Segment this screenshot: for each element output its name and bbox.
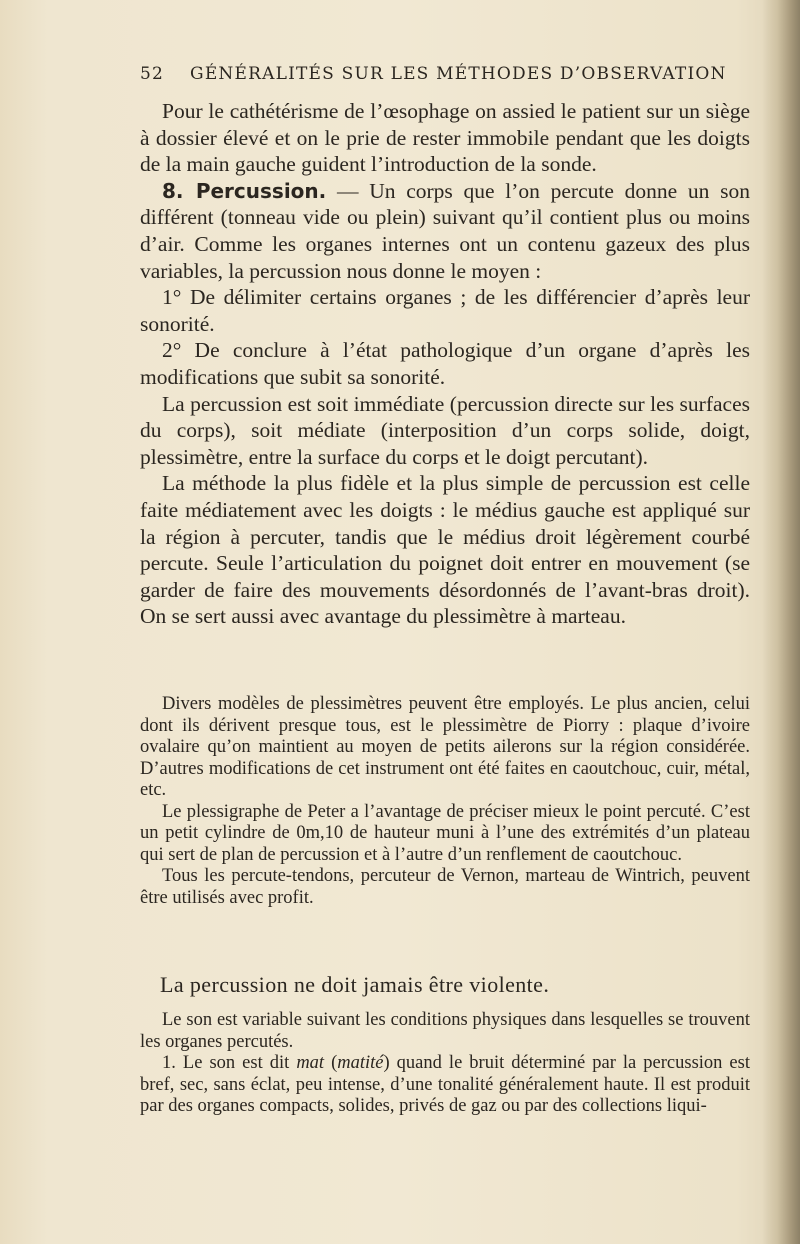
- paragraph: 2° De conclure à l’état pathologique d’un organe d’après les modifications que subit sa sonorité.: [140, 338, 750, 389]
- text: 1. Le son est dit: [162, 1053, 297, 1073]
- section-heading: 8. Percussion.: [162, 178, 327, 203]
- paragraph: La percussion est soit immédiate (percussion directe sur les surfaces du corps), soit médiate (interposition d’un corps solide, doigt, plessimètre, entre la surface du corps et le doigt percutant).: [140, 391, 750, 469]
- paragraph: La méthode la plus fidèle et la plus simple de percussion est celle faite médiatement avec les doigts : le médius gauche est appliqué sur la région à percuter, tandis que le médius droit légèrement courbé percute. Seule l’articulation du poignet doit entrer en mouvement (se garder de faire des mouvements désordonnés de l’avant-bras droit). On se sert aussi avec avantage du plessimètre à marteau.: [140, 471, 750, 629]
- running-title: GÉNÉRALITÉS SUR LES MÉTHODES D’OBSERVATION: [190, 64, 727, 84]
- italic-term: matité: [337, 1053, 384, 1073]
- main-text: [140, 98, 750, 630]
- text: (: [324, 1053, 338, 1073]
- paragraph: Le plessigraphe de Peter a l’avantage de préciser mieux le point percuté. C’est un petit cylindre de 0m,10 de hauteur muni à l’une des extrémités d’un plateau qui sert de plan de percussion et à l’autre d’un renflement de caoutchouc.: [140, 801, 750, 865]
- running-header: [140, 64, 740, 84]
- page-edge: [762, 0, 800, 1244]
- paragraph: Le son est variable suivant les conditions physiques dans lesquelles se trouvent les organes percutés.: [140, 1010, 750, 1052]
- paragraph: 1° De délimiter certains organes ; de les différencier d’après leur sonorité.: [140, 285, 750, 336]
- small-print-block: [140, 694, 750, 909]
- text: ) quand le bruit déterminé par la percussion est bref, sec, sans éclat, peu intense, d’une tonalité généralement haute. Il est produit par des organes compacts, solides, privés de gaz ou par des collections liqui-: [140, 1053, 750, 1116]
- small-print-block-2: [140, 1010, 750, 1118]
- paragraph-text: — Un corps que l’on percute donne un son différent (tonneau vide ou plein) suivant qu’il contient plus ou moins d’air. Comme les organes internes ont un contenu gazeux des plus variables, la percussion nous donne le moyen :: [140, 178, 750, 283]
- italic-term: mat: [296, 1053, 325, 1073]
- paragraph-percussion: [140, 178, 750, 284]
- emphasis-line: La percussion ne doit jamais être violente.: [160, 972, 550, 997]
- paragraph: Pour le cathétérisme de l’œsophage on assied le patient sur un siège à dossier élevé et on le prie de rester immobile pendant que les doigts de la main gauche guident l’introduction de la sonde.: [140, 99, 750, 177]
- paragraph: [140, 1053, 750, 1118]
- page-number: 52: [140, 64, 165, 84]
- paragraph: Divers modèles de plessimètres peuvent être employés. Le plus ancien, celui dont ils dérivent presque tous, est le plessimètre de Piorry : plaque d’ivoire ovalaire qu’on maintient au moyen de petits ailerons sur la région considérée. D’autres modifications de cet instrument ont été faites en caoutchouc, cuir, métal, etc.: [140, 694, 750, 800]
- paragraph: Tous les percute-tendons, percuteur de Vernon, marteau de Wintrich, peuvent être utilisés avec profit.: [140, 866, 750, 908]
